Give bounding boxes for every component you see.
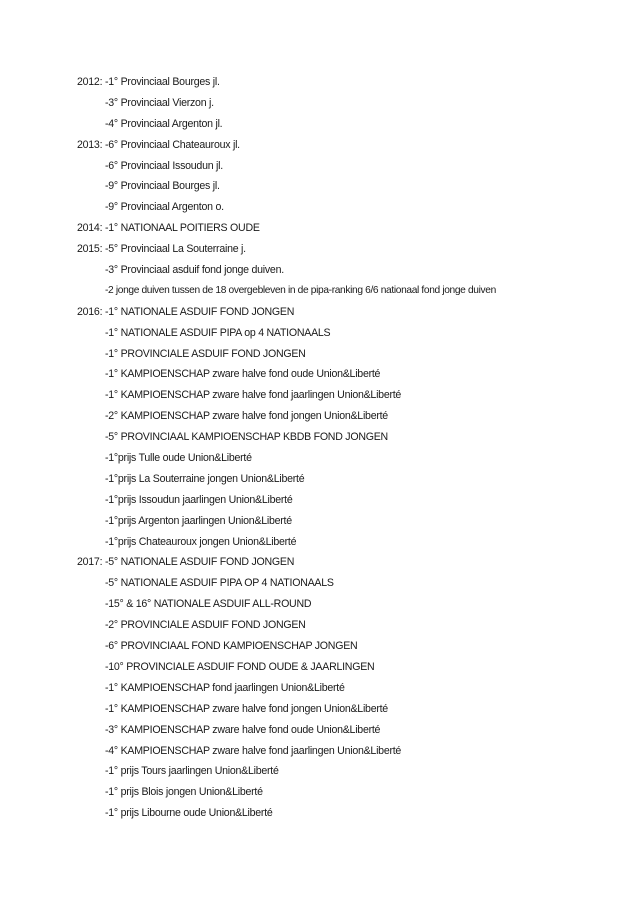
result-text: -1° Provinciaal Bourges jl. <box>105 76 220 88</box>
list-item <box>77 511 627 532</box>
result-text: -6° Provinciaal Chateauroux jl. <box>105 138 240 151</box>
result-text: -2 jonge duiven tussen de 18 overgebleven in de pipa-ranking 6/6 nationaal fond jonge duiven <box>105 284 496 296</box>
list-item <box>77 448 627 469</box>
year-label: 2017: <box>77 556 103 569</box>
list-item <box>77 135 627 156</box>
year-label: 2014: <box>77 222 103 235</box>
list-item <box>77 657 627 678</box>
list-item <box>77 281 627 302</box>
result-text: -1° NATIONAAL POITIERS OUDE <box>105 222 260 235</box>
list-item <box>77 197 627 218</box>
result-text: -5° PROVINCIAAL KAMPIOENSCHAP KBDB FOND JONGEN <box>105 431 388 444</box>
list-item <box>77 364 627 385</box>
list-item <box>77 344 627 365</box>
list-item <box>77 532 627 553</box>
result-text: -3° Provinciaal Vierzon j. <box>105 96 214 109</box>
result-text: -5° NATIONALE ASDUIF PIPA OP 4 NATIONAALS <box>105 577 334 590</box>
result-text: -1° KAMPIOENSCHAP zware halve fond jongen Union&Liberté <box>105 702 388 715</box>
result-text: -1°prijs La Souterraine jongen Union&Liberté <box>105 472 305 485</box>
list-item <box>77 573 627 594</box>
list-item <box>77 72 627 93</box>
list-item <box>77 385 627 406</box>
list-item <box>77 406 627 427</box>
list-item <box>77 615 627 636</box>
result-text: -1° NATIONALE ASDUIF FOND JONGEN <box>105 305 295 318</box>
result-text: -2° KAMPIOENSCHAP zware halve fond jongen Union&Liberté <box>105 410 388 423</box>
year-label: 2015: <box>77 243 103 256</box>
list-item <box>77 490 627 511</box>
result-text: -1°prijs Issoudun jaarlingen Union&Liberté <box>105 493 293 506</box>
result-text: -1°prijs Argenton jaarlingen Union&Liberté <box>105 514 292 527</box>
list-item <box>77 302 627 323</box>
result-text: -6° PROVINCIAAL FOND KAMPIOENSCHAP JONGEN <box>105 640 358 653</box>
list-item <box>77 761 627 782</box>
result-text: -1° prijs Blois jongen Union&Liberté <box>105 786 263 799</box>
list-item <box>77 176 627 197</box>
list-item <box>77 218 627 239</box>
year-label: 2012: <box>77 76 103 88</box>
result-text: -5° Provinciaal La Souterraine j. <box>105 243 246 256</box>
list-item <box>77 636 627 657</box>
list-item <box>77 720 627 741</box>
list-item <box>77 594 627 615</box>
list-item <box>77 427 627 448</box>
list-item <box>77 156 627 177</box>
result-text: -1° NATIONALE ASDUIF PIPA op 4 NATIONAALS <box>105 326 331 339</box>
result-text: -1° KAMPIOENSCHAP zware halve fond jaarlingen Union&Liberté <box>105 389 402 402</box>
result-text: -9° Provinciaal Argenton o. <box>105 201 224 214</box>
result-text: -1° KAMPIOENSCHAP fond jaarlingen Union&Liberté <box>105 681 345 694</box>
result-text: -1° PROVINCIALE ASDUIF FOND JONGEN <box>105 347 306 360</box>
list-item <box>77 93 627 114</box>
result-text: -6° Provinciaal Issoudun jl. <box>105 159 223 172</box>
result-text: -1° prijs Tours jaarlingen Union&Liberté <box>105 765 279 778</box>
result-text: -1° prijs Libourne oude Union&Liberté <box>105 807 273 820</box>
list-item <box>77 114 627 135</box>
result-text: -15° & 16° NATIONALE ASDUIF ALL-ROUND <box>105 598 312 611</box>
result-text: -5° NATIONALE ASDUIF FOND JONGEN <box>105 556 295 569</box>
result-text: -2° PROVINCIALE ASDUIF FOND JONGEN <box>105 619 306 632</box>
result-text: -1°prijs Chateauroux jongen Union&Liberté <box>105 535 297 548</box>
year-label: 2016: <box>77 305 103 318</box>
result-text: -1° KAMPIOENSCHAP zware halve fond oude Union&Liberté <box>105 368 381 381</box>
result-text: -4° Provinciaal Argenton jl. <box>105 117 223 130</box>
result-text: -1°prijs Tulle oude Union&Liberté <box>105 452 252 465</box>
result-text: -9° Provinciaal Bourges jl. <box>105 180 220 193</box>
list-item <box>77 469 627 490</box>
list-item <box>77 699 627 720</box>
list-item <box>77 803 627 824</box>
result-text: -3° KAMPIOENSCHAP zware halve fond oude Union&Liberté <box>105 723 381 736</box>
result-text: -3° Provinciaal asduif fond jonge duiven. <box>105 264 284 277</box>
list-item <box>77 552 627 573</box>
result-text: -10° PROVINCIALE ASDUIF FOND OUDE & JAARLINGEN <box>105 660 375 673</box>
year-label: 2013: <box>77 138 103 151</box>
list-item <box>77 239 627 260</box>
list-item <box>77 260 627 281</box>
result-text: -4° KAMPIOENSCHAP zware halve fond jaarlingen Union&Liberté <box>105 744 402 757</box>
list-item <box>77 323 627 344</box>
list-item <box>77 678 627 699</box>
list-item <box>77 741 627 762</box>
results-list <box>77 72 627 824</box>
list-item <box>77 782 627 803</box>
